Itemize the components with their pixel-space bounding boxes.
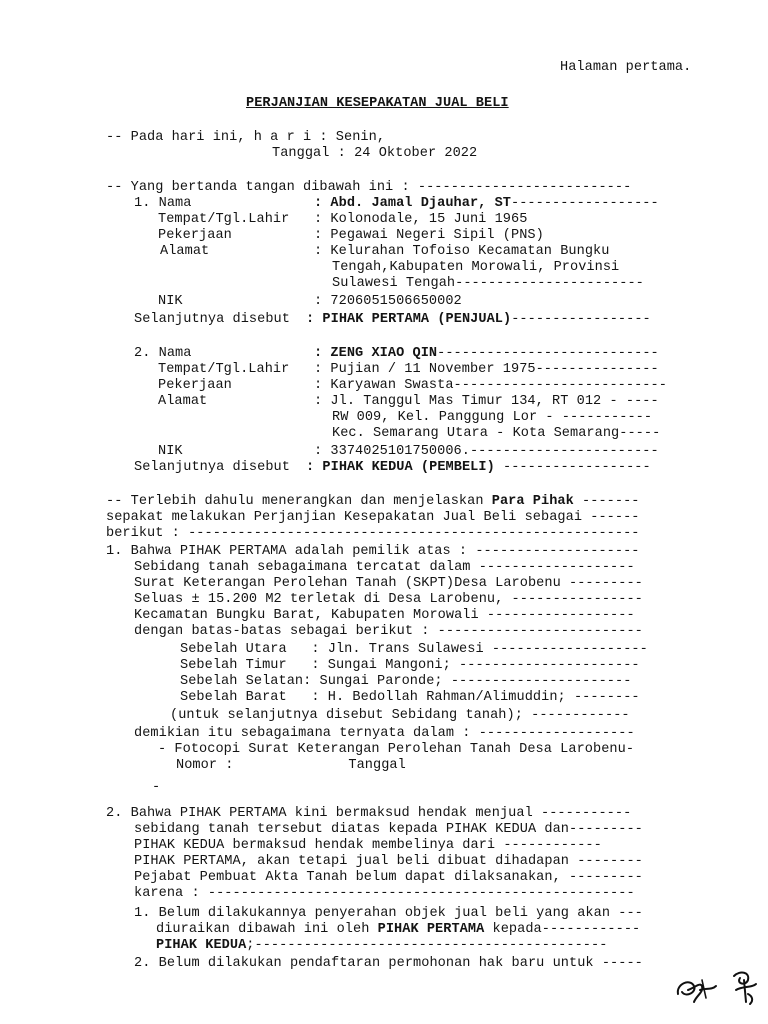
party2-nama-value xyxy=(314,346,659,362)
party2-nama-dashes: --------------------------- xyxy=(437,346,659,361)
party2-disebut-value xyxy=(306,460,651,476)
party1-pekerjaan-label: Pekerjaan xyxy=(158,228,232,243)
clause1-line5: Kecamatan Bungku Barat, Kabupaten Morowali ------------------ xyxy=(134,608,635,623)
clause1-dash: - xyxy=(152,780,161,795)
signatories-intro: -- Yang bertanda tangan dibawah ini : -------------------------- xyxy=(106,180,632,195)
party1-alamat-line1: : Kelurahan Tofoiso Kecamatan Bungku xyxy=(314,244,610,259)
party2-alamat-line2: RW 009, Kel. Panggung Lor - ----------- xyxy=(332,410,653,425)
party1-nama-value xyxy=(314,196,659,212)
document-title: PERJANJIAN KESEPAKATAN JUAL BELI xyxy=(246,96,509,111)
clause2-line6: karena : ---------------------------------------------------- xyxy=(134,886,635,901)
party2-ttl-value: : Pujian / 11 November 1975--------------- xyxy=(314,362,659,377)
party1-nama-text: : Abd. Jamal Djauhar, ST xyxy=(314,196,511,211)
party2-role-dashes: ------------------ xyxy=(494,460,651,475)
party2-nama-label: 2. Nama xyxy=(134,346,192,361)
party2-alamat-line3: Kec. Semarang Utara - Kota Semarang----- xyxy=(332,426,661,441)
party2-disebut-label: Selanjutnya disebut xyxy=(134,460,290,475)
boundary-timur: Sebelah Timur : Sungai Mangoni; ---------------------- xyxy=(180,658,640,673)
party1-disebut-label: Selanjutnya disebut xyxy=(134,312,290,327)
opening-date: Tanggal : 24 Oktober 2022 xyxy=(272,146,478,161)
clause1-line4: Seluas ± 15.200 M2 terletak di Desa Larobenu, ---------------- xyxy=(134,592,643,607)
party1-alamat-label: Alamat xyxy=(160,244,210,259)
clause1-line6: dengan batas-batas sebagai berikut : ------------------------- xyxy=(134,624,643,639)
party1-nik-value: : 7206051506650002 xyxy=(314,294,462,309)
party1-nama-label: 1. Nama xyxy=(134,196,192,211)
preamble-line1-a: -- Terlebih dahulu menerangkan dan menjelaskan xyxy=(106,494,492,509)
preamble-line3: berikut : ------------------------------------------------------- xyxy=(106,526,640,541)
party1-ttl-label: Tempat/Tgl.Lahir xyxy=(158,212,290,227)
party2-alamat-line1: : Jl. Tanggul Mas Timur 134, RT 012 - ---- xyxy=(314,394,659,409)
clause2-sub1-line2 xyxy=(156,922,640,938)
clause2-sub1-line2-c: kepada------------ xyxy=(484,922,641,937)
clause1-parenthetical: (untuk selanjutnya disebut Sebidang tanah); ------------ xyxy=(170,708,630,723)
opening-day: -- Pada hari ini, h a r i : Senin, xyxy=(106,130,386,145)
party1-disebut-value xyxy=(306,312,651,328)
initial-signature-1 xyxy=(672,972,720,1008)
clause2-sub1-line3 xyxy=(156,938,607,954)
party2-nama-text: : ZENG XIAO QIN xyxy=(314,346,438,361)
clause1-demikian: demikian itu sebagaimana ternyata dalam : ------------------- xyxy=(134,726,635,741)
clause2-line3: PIHAK KEDUA bermaksud hendak membelinya dari ------------ xyxy=(134,838,602,853)
clause2-line5: Pejabat Pembuat Akta Tanah belum dapat dilaksanakan, --------- xyxy=(134,870,643,885)
clause2-line1: 2. Bahwa PIHAK PERTAMA kini bermaksud hendak menjual ----------- xyxy=(106,806,632,821)
preamble-line1-c: ------- xyxy=(573,494,640,509)
boundary-utara: Sebelah Utara : Jln. Trans Sulawesi ------------------- xyxy=(180,642,648,657)
party2-pekerjaan-value: : Karyawan Swasta-------------------------- xyxy=(314,378,667,393)
clause1-line2: Sebidang tanah sebagaimana tercatat dalam ------------------- xyxy=(134,560,635,575)
preamble-line1 xyxy=(106,494,640,510)
party2-role: : PIHAK KEDUA (PEMBELI) xyxy=(306,460,495,475)
party1-alamat-line2: Tengah,Kabupaten Morowali, Provinsi xyxy=(332,260,620,275)
clause2-sub1-line2-a: diuraikan dibawah ini oleh xyxy=(156,922,378,937)
clause2-line4: PIHAK PERTAMA, akan tetapi jual beli dibuat dihadapan -------- xyxy=(134,854,643,869)
party2-nik-label: NIK xyxy=(158,444,183,459)
clause1-line1: 1. Bahwa PIHAK PERTAMA adalah pemilik atas : -------------------- xyxy=(106,544,640,559)
preamble-line2: sepakat melakukan Perjanjian Kesepakatan Jual Beli sebagai ------ xyxy=(106,510,640,525)
party1-alamat-line3: Sulawesi Tengah----------------------- xyxy=(332,276,644,291)
initial-signature-2 xyxy=(726,966,762,1010)
clause1-nomor: Nomor : Tanggal xyxy=(176,758,406,773)
clause1-bullet: - Fotocopi Surat Keterangan Perolehan Tanah Desa Larobenu- xyxy=(158,742,635,757)
party2-nik-value: : 3374025101750006.----------------------- xyxy=(314,444,659,459)
page-label: Halaman pertama. xyxy=(560,60,692,75)
party1-role: : PIHAK PERTAMA (PENJUAL) xyxy=(306,312,512,327)
clause2-sub1-line3-b: ;------------------------------------------- xyxy=(246,938,608,953)
boundary-barat: Sebelah Barat : H. Bedollah Rahman/Alimuddin; -------- xyxy=(180,690,640,705)
clause2-sub1-line1: 1. Belum dilakukannya penyerahan objek jual beli yang akan --- xyxy=(134,906,643,921)
party1-role-dashes: ----------------- xyxy=(511,312,651,327)
clause2-line2: sebidang tanah tersebut diatas kepada PIHAK KEDUA dan--------- xyxy=(134,822,643,837)
clause2-sub1-pihak-kedua: PIHAK KEDUA xyxy=(156,938,247,953)
party2-ttl-label: Tempat/Tgl.Lahir xyxy=(158,362,290,377)
party1-ttl-value: : Kolonodale, 15 Juni 1965 xyxy=(314,212,528,227)
clause1-line3: Surat Keterangan Perolehan Tanah (SKPT)Desa Larobenu --------- xyxy=(134,576,643,591)
clause2-sub1-pihak-pertama: PIHAK PERTAMA xyxy=(377,922,485,937)
party2-alamat-label: Alamat xyxy=(158,394,208,409)
party1-nik-label: NIK xyxy=(158,294,183,309)
para-pihak: Para Pihak xyxy=(491,494,574,509)
party1-pekerjaan-value: : Pegawai Negeri Sipil (PNS) xyxy=(314,228,544,243)
party1-nama-dashes: ------------------ xyxy=(510,196,659,211)
party2-pekerjaan-label: Pekerjaan xyxy=(158,378,232,393)
clause2-sub2-line1: 2. Belum dilakukan pendaftaran permohonan hak baru untuk ----- xyxy=(134,956,643,971)
boundary-selatan: Sebelah Selatan: Sungai Paronde; ---------------------- xyxy=(180,674,632,689)
